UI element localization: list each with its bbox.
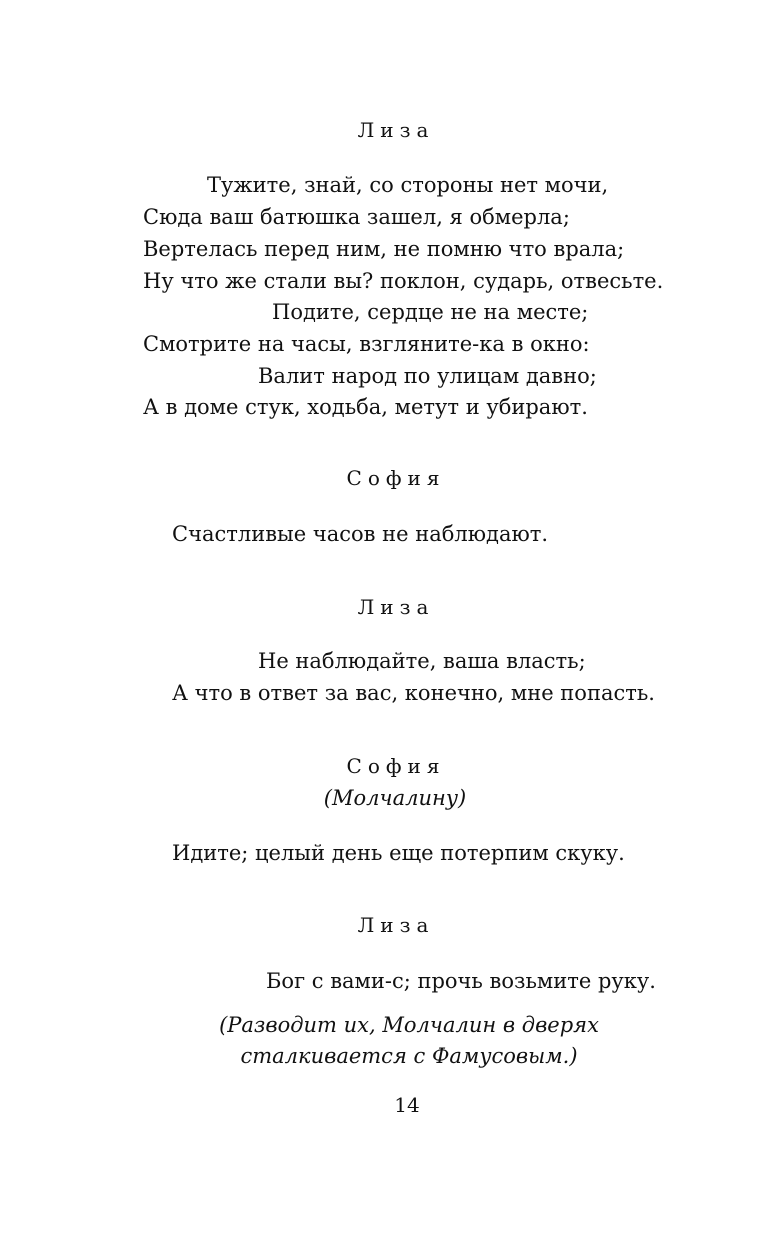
speaker-name: Лиза (357, 595, 435, 619)
speaker-name: София (346, 754, 446, 778)
verse-line: Не наблюдайте, ваша власть; (258, 649, 586, 673)
verse-line: Вертелась перед ним, не помню что врала; (143, 237, 625, 261)
verse-line: А что в ответ за вас, конечно, мне попасть. (172, 681, 655, 705)
speaker-name: Лиза (357, 913, 435, 937)
verse-line: Счастливые часов не наблюдают. (172, 522, 549, 546)
verse-line: Смотрите на часы, взгляните-ка в окно: (143, 332, 590, 356)
speaker-name: София (346, 466, 446, 490)
verse-line: Бог с вами-с; прочь возьмите руку. (266, 969, 656, 993)
speaker-name: Лиза (357, 118, 435, 142)
addressee-direction: (Молчалину) (323, 786, 467, 810)
verse-line: А в доме стук, ходьба, метут и убирают. (143, 395, 588, 419)
verse-line: Подите, сердце не на месте; (272, 300, 589, 324)
stage-direction: (Разводит их, Молчалин в дверях (219, 1013, 599, 1037)
verse-line: Идите; целый день еще потерпим скуку. (172, 841, 625, 865)
verse-line: Тужите, знай, со стороны нет мочи, (207, 173, 609, 197)
verse-line: Валит народ по улицам давно; (258, 364, 597, 388)
verse-line: Сюда ваш батюшка зашел, я обмерла; (143, 205, 570, 229)
stage-direction: сталкивается с Фамусовым.) (240, 1044, 578, 1068)
verse-line: Ну что же стали вы? поклон, сударь, отвесьте. (143, 269, 664, 293)
page-number: 14 (394, 1093, 420, 1117)
